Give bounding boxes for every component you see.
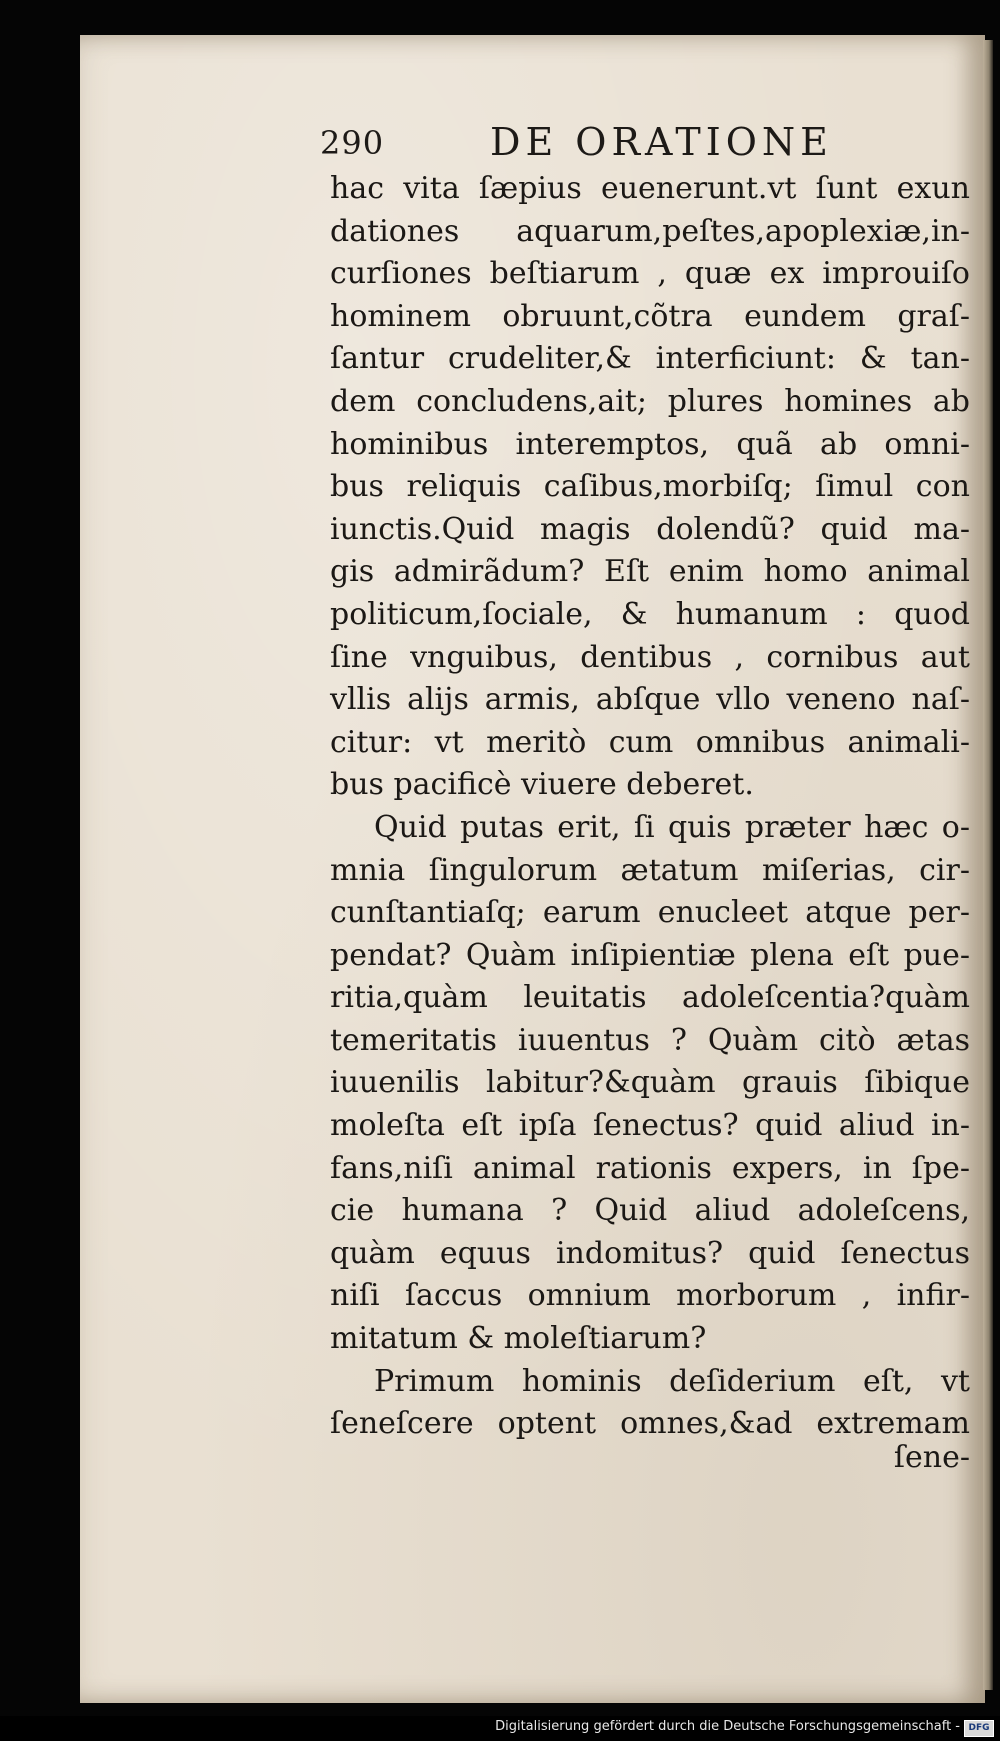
paragraph-start-line: Quid putas erit, ſi quis præter hæc o- (374, 809, 970, 845)
text-line: pendat? Quàm inſipientiæ plena eſt pue- (330, 937, 970, 973)
text-line: moleſta eſt ipſa ſenectus? quid aliud in- (330, 1108, 970, 1144)
text-line: mnia ſingulorum ætatum miſerias, cir- (330, 852, 970, 888)
text-line: politicum,ſociale, & humanum : quod (330, 596, 970, 632)
funding-credit: Digitalisierung gefördert durch die Deutsche Forschungsgemeinschaft - (495, 1719, 960, 1734)
text-line: cie humana ? Quid aliud adoleſcens, (330, 1193, 970, 1229)
text-line: ſeneſcere optent omnes,&ad extremam (330, 1406, 970, 1442)
text-line: ſine vnguibus, dentibus , cornibus aut (330, 639, 970, 675)
text-line: curſiones beſtiarum , quæ ex improuiſo (330, 256, 970, 292)
text-line: vllis alijs armis, abſque vllo veneno naſ- (330, 682, 970, 718)
text-line: gis admirãdum? Eſt enim homo animal (330, 554, 970, 590)
text-line: mitatum & moleſtiarum? (330, 1321, 707, 1357)
text-line: bus pacificè viuere deberet. (330, 767, 754, 803)
page-header (320, 120, 880, 170)
text-line: temeritatis iuuentus ? Quàm citò ætas (330, 1022, 970, 1058)
catchword: ſene- (893, 1440, 970, 1475)
running-head: DE ORATIONE (490, 120, 833, 164)
text-line: hominem obruunt,cõtra eundem graſ- (330, 298, 970, 334)
digitization-footer (0, 1716, 1000, 1741)
text-line: hominibus interemptos, quã ab omni- (330, 426, 970, 462)
text-line: hac vita ſæpius euenerunt.vt ſunt exun (330, 171, 970, 206)
text-line: iuuenilis labitur?&quàm grauis ſibique (330, 1065, 970, 1101)
page-number: 290 (320, 124, 385, 162)
dfg-logo-icon: DFG (964, 1720, 994, 1737)
paragraph-start-line: Primum hominis deſiderium eſt, vt (374, 1363, 970, 1399)
text-line: bus reliquis caſibus,morbiſq; ſimul con (330, 469, 970, 505)
text-line: ſantur crudeliter,& interficiunt: & tan- (330, 341, 970, 377)
text-line: quàm equus indomitus? quid ſenectus (330, 1235, 970, 1271)
text-line: dationes aquarum,peſtes,apoplexiæ,in- (330, 213, 970, 249)
body-text (330, 168, 970, 1446)
text-line: dem concludens,ait; plures homines ab (330, 383, 970, 419)
text-line: niſi ſaccus omnium morborum , infir- (330, 1278, 970, 1314)
text-line: citur: vt meritò cum omnibus animali- (330, 724, 970, 760)
page-edge-shadow (983, 40, 993, 1690)
text-line: ritia,quàm leuitatis adoleſcentia?quàm (330, 980, 970, 1016)
text-line: iunctis.Quid magis dolendũ? quid ma- (330, 511, 970, 547)
text-line: cunſtantiaſq; earum enucleet atque per- (330, 895, 970, 931)
text-line: fans,niſi animal rationis expers, in ſpe- (330, 1150, 970, 1186)
